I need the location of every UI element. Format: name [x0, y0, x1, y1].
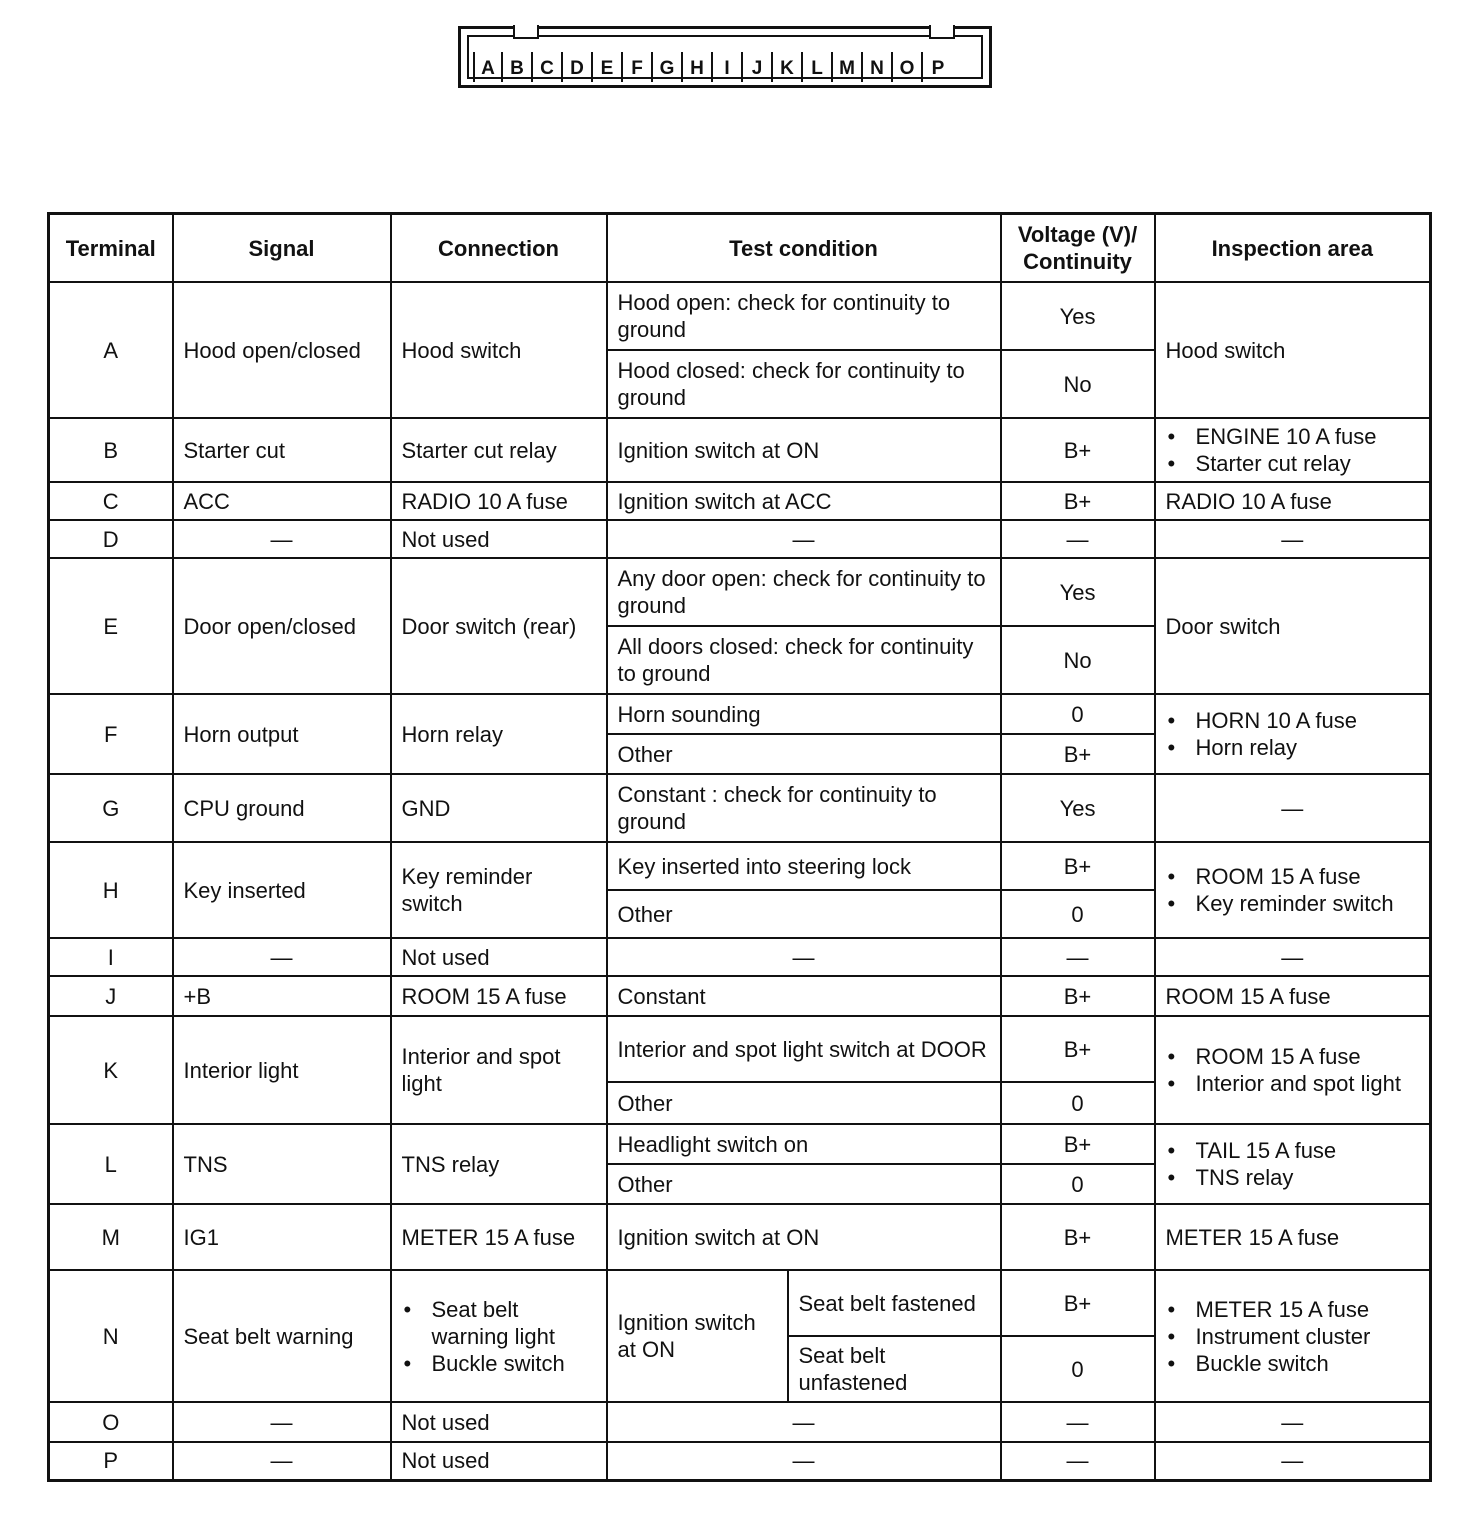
- voltage-cell: B+: [1001, 842, 1155, 890]
- terminal-cell: C: [49, 482, 173, 520]
- voltage-cell: Yes: [1001, 774, 1155, 842]
- terminal-table: [47, 212, 1432, 1482]
- voltage-cell: Yes: [1001, 282, 1155, 350]
- signal-cell: IG1: [173, 1204, 391, 1270]
- test-subcell: Seat belt unfastened: [788, 1336, 1001, 1402]
- table-row: [49, 1016, 1431, 1082]
- header-inspection: Inspection area: [1155, 214, 1431, 283]
- table-row: [49, 520, 1431, 558]
- table-row: [49, 842, 1431, 890]
- inspection-cell: [1155, 1124, 1431, 1204]
- inspection-item: • Buckle switch: [1196, 1350, 1420, 1377]
- pin-h: H: [683, 52, 713, 82]
- test-cell: —: [607, 520, 1001, 558]
- pin-i: I: [713, 52, 743, 82]
- connection-cell: RADIO 10 A fuse: [391, 482, 607, 520]
- pin-k: K: [773, 52, 803, 82]
- test-cell: Ignition switch at ON: [607, 1204, 1001, 1270]
- connection-cell: Hood switch: [391, 282, 607, 418]
- pin-j: J: [743, 52, 773, 82]
- voltage-cell: B+: [1001, 1016, 1155, 1082]
- header-terminal: Terminal: [49, 214, 173, 283]
- terminal-cell: P: [49, 1442, 173, 1480]
- table-row: [49, 418, 1431, 482]
- signal-cell: ACC: [173, 482, 391, 520]
- inspection-item: • Starter cut relay: [1196, 450, 1420, 477]
- test-cell: Other: [607, 890, 1001, 938]
- inspection-item: • Horn relay: [1196, 734, 1420, 761]
- signal-cell: Door open/closed: [173, 558, 391, 694]
- inspection-item: • ENGINE 10 A fuse: [1196, 423, 1420, 450]
- inspection-cell: Door switch: [1155, 558, 1431, 694]
- connection-cell: Not used: [391, 938, 607, 976]
- voltage-cell: 0: [1001, 1336, 1155, 1402]
- terminal-cell: D: [49, 520, 173, 558]
- test-cell: —: [607, 938, 1001, 976]
- test-cell: Hood closed: check for continuity to ground: [607, 350, 1001, 418]
- terminal-cell: K: [49, 1016, 173, 1124]
- inspection-item: • Interior and spot light: [1196, 1070, 1420, 1097]
- inspection-cell: [1155, 842, 1431, 938]
- inspection-cell: [1155, 694, 1431, 774]
- pin-d: D: [563, 52, 593, 82]
- pin-b: B: [503, 52, 533, 82]
- inspection-cell: ROOM 15 A fuse: [1155, 976, 1431, 1016]
- test-cell: Any door open: check for continuity to ground: [607, 558, 1001, 626]
- terminal-cell: E: [49, 558, 173, 694]
- voltage-cell: B+: [1001, 418, 1155, 482]
- signal-cell: +B: [173, 976, 391, 1016]
- inspection-item: • Key reminder switch: [1196, 890, 1420, 917]
- header-signal: Signal: [173, 214, 391, 283]
- inspection-cell: [1155, 418, 1431, 482]
- pin-n: N: [863, 52, 893, 82]
- pin-l: L: [803, 52, 833, 82]
- test-cell: Ignition switch at ACC: [607, 482, 1001, 520]
- inspection-cell: [1155, 1016, 1431, 1124]
- connection-cell: Door switch (rear): [391, 558, 607, 694]
- connection-cell: Horn relay: [391, 694, 607, 774]
- table-row: [49, 282, 1431, 350]
- terminal-cell: M: [49, 1204, 173, 1270]
- pin-a: A: [473, 52, 503, 82]
- inspection-item: • HORN 10 A fuse: [1196, 707, 1420, 734]
- voltage-cell: B+: [1001, 482, 1155, 520]
- voltage-cell: Yes: [1001, 558, 1155, 626]
- pin-e: E: [593, 52, 623, 82]
- header-voltage: Voltage (V)/ Continuity: [1001, 214, 1155, 283]
- test-cell: Constant : check for continuity to ground: [607, 774, 1001, 842]
- table-row: [49, 976, 1431, 1016]
- test-cell: Key inserted into steering lock: [607, 842, 1001, 890]
- terminal-cell: A: [49, 282, 173, 418]
- terminal-cell: I: [49, 938, 173, 976]
- terminal-cell: L: [49, 1124, 173, 1204]
- voltage-cell: 0: [1001, 694, 1155, 734]
- inspection-item: • Instrument cluster: [1196, 1323, 1420, 1350]
- test-cell: Hood open: check for continuity to ground: [607, 282, 1001, 350]
- connection-cell: Not used: [391, 1402, 607, 1442]
- header-connection: Connection: [391, 214, 607, 283]
- table-row: [49, 774, 1431, 842]
- voltage-cell: B+: [1001, 1124, 1155, 1164]
- inspection-cell: RADIO 10 A fuse: [1155, 482, 1431, 520]
- signal-cell: —: [173, 938, 391, 976]
- inspection-item: • METER 15 A fuse: [1196, 1296, 1420, 1323]
- connection-cell: Not used: [391, 1442, 607, 1480]
- voltage-cell: B+: [1001, 976, 1155, 1016]
- connection-cell: Key reminder switch: [391, 842, 607, 938]
- signal-cell: Horn output: [173, 694, 391, 774]
- signal-cell: Interior light: [173, 1016, 391, 1124]
- table-row: [49, 482, 1431, 520]
- connection-cell: ROOM 15 A fuse: [391, 976, 607, 1016]
- connection-item: • Seat belt warning light: [432, 1296, 596, 1350]
- table-row: [49, 558, 1431, 626]
- inspection-item: • TNS relay: [1196, 1164, 1420, 1191]
- test-cell: All doors closed: check for continuity to ground: [607, 626, 1001, 694]
- inspection-cell: —: [1155, 520, 1431, 558]
- terminal-cell: F: [49, 694, 173, 774]
- table-header-row: [49, 214, 1431, 283]
- table-row: [49, 694, 1431, 734]
- inspection-cell: Hood switch: [1155, 282, 1431, 418]
- signal-cell: CPU ground: [173, 774, 391, 842]
- voltage-cell: 0: [1001, 1082, 1155, 1124]
- table-row: [49, 1204, 1431, 1270]
- test-cell: —: [607, 1402, 1001, 1442]
- pin-o: O: [893, 52, 923, 82]
- connection-cell: METER 15 A fuse: [391, 1204, 607, 1270]
- inspection-cell: —: [1155, 1402, 1431, 1442]
- inspection-cell: —: [1155, 938, 1431, 976]
- signal-cell: Starter cut: [173, 418, 391, 482]
- connection-item: • Buckle switch: [432, 1350, 596, 1377]
- inspection-item: • TAIL 15 A fuse: [1196, 1137, 1420, 1164]
- table-row: [49, 1270, 1431, 1336]
- signal-cell: TNS: [173, 1124, 391, 1204]
- inspection-cell: [1155, 1270, 1431, 1402]
- terminal-cell: O: [49, 1402, 173, 1442]
- table-row: [49, 1124, 1431, 1164]
- terminal-cell: N: [49, 1270, 173, 1402]
- terminal-cell: J: [49, 976, 173, 1016]
- test-cell: Headlight switch on: [607, 1124, 1001, 1164]
- voltage-cell: —: [1001, 1442, 1155, 1480]
- connector-pins: [473, 52, 953, 82]
- connection-cell: TNS relay: [391, 1124, 607, 1204]
- table-row: [49, 1402, 1431, 1442]
- signal-cell: —: [173, 1402, 391, 1442]
- test-cell: Horn sounding: [607, 694, 1001, 734]
- inspection-item: • ROOM 15 A fuse: [1196, 1043, 1420, 1070]
- test-cell: Ignition switch at ON: [607, 1270, 788, 1402]
- signal-cell: Key inserted: [173, 842, 391, 938]
- test-cell: Constant: [607, 976, 1001, 1016]
- test-cell: Ignition switch at ON: [607, 418, 1001, 482]
- connection-cell: Not used: [391, 520, 607, 558]
- inspection-cell: —: [1155, 1442, 1431, 1480]
- test-cell: —: [607, 1442, 1001, 1480]
- pin-c: C: [533, 52, 563, 82]
- voltage-cell: B+: [1001, 1270, 1155, 1336]
- voltage-cell: —: [1001, 938, 1155, 976]
- voltage-cell: 0: [1001, 1164, 1155, 1204]
- voltage-cell: No: [1001, 350, 1155, 418]
- header-test-condition: Test condition: [607, 214, 1001, 283]
- pin-g: G: [653, 52, 683, 82]
- connection-cell: Interior and spot light: [391, 1016, 607, 1124]
- voltage-cell: B+: [1001, 734, 1155, 774]
- inspection-cell: METER 15 A fuse: [1155, 1204, 1431, 1270]
- signal-cell: Seat belt warning: [173, 1270, 391, 1402]
- test-cell: Interior and spot light switch at DOOR: [607, 1016, 1001, 1082]
- signal-cell: —: [173, 520, 391, 558]
- terminal-cell: H: [49, 842, 173, 938]
- pin-p: P: [931, 58, 945, 79]
- voltage-cell: —: [1001, 1402, 1155, 1442]
- signal-cell: —: [173, 1442, 391, 1480]
- voltage-cell: No: [1001, 626, 1155, 694]
- connector-latch-left: [513, 25, 539, 39]
- terminal-cell: B: [49, 418, 173, 482]
- table-row: [49, 1442, 1431, 1480]
- connection-cell: GND: [391, 774, 607, 842]
- test-cell: Other: [607, 1082, 1001, 1124]
- inspection-cell: —: [1155, 774, 1431, 842]
- test-cell: Other: [607, 734, 1001, 774]
- table-row: [49, 938, 1431, 976]
- signal-cell: Hood open/closed: [173, 282, 391, 418]
- voltage-cell: —: [1001, 520, 1155, 558]
- voltage-cell: B+: [1001, 1204, 1155, 1270]
- connection-cell: [391, 1270, 607, 1402]
- terminal-cell: G: [49, 774, 173, 842]
- connector-latch-right: [929, 25, 955, 39]
- connection-cell: Starter cut relay: [391, 418, 607, 482]
- voltage-cell: 0: [1001, 890, 1155, 938]
- test-subcell: Seat belt fastened: [788, 1270, 1001, 1336]
- pin-f: F: [623, 52, 653, 82]
- pin-m: M: [833, 52, 863, 82]
- test-cell: Other: [607, 1164, 1001, 1204]
- inspection-item: • ROOM 15 A fuse: [1196, 863, 1420, 890]
- connector-diagram: [458, 26, 992, 88]
